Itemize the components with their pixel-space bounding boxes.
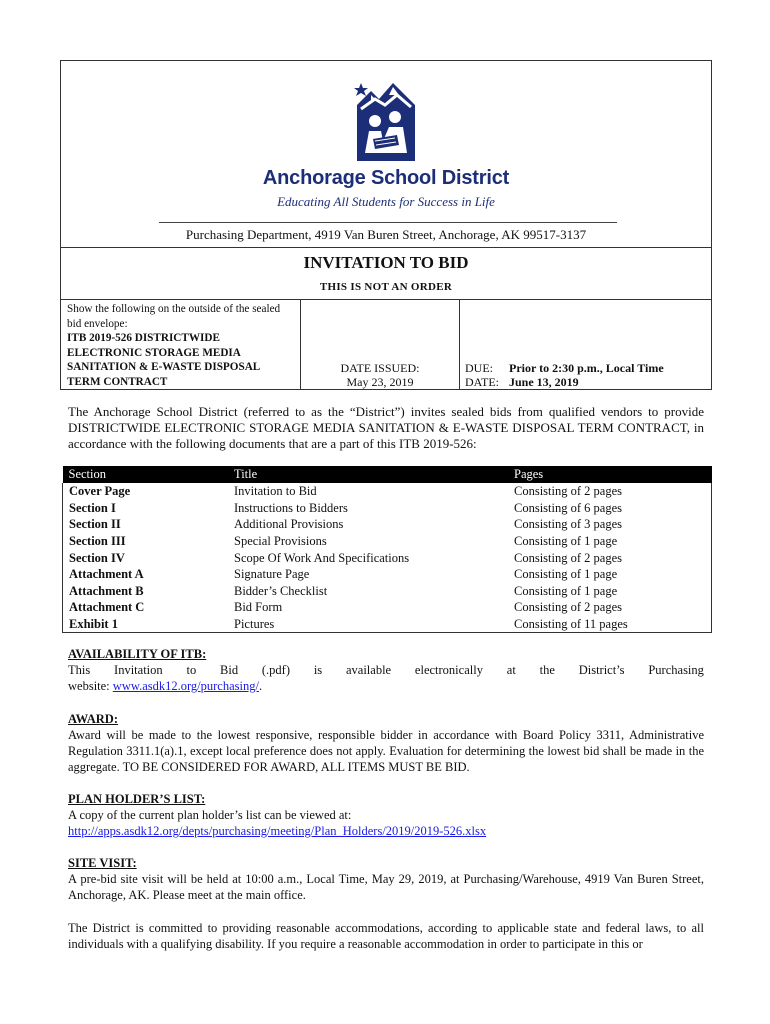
availability-word: Purchasing (648, 663, 704, 677)
purchasing-website-link[interactable]: www.asdk12.org/purchasing/ (112, 679, 259, 693)
website-prefix: website: (68, 679, 113, 693)
document-subtitle: THIS IS NOT AN ORDER (319, 281, 453, 293)
pages-cell: Consisting of 1 page (514, 534, 618, 549)
due-date (465, 361, 664, 389)
table-row (63, 549, 712, 566)
header-box (60, 60, 712, 390)
date-value: June 13, 2019 (509, 375, 579, 389)
section-cell: Cover Page (69, 484, 131, 499)
pages-cell: Consisting of 2 pages (514, 484, 622, 499)
site-visit-heading: SITE VISIT: (68, 856, 137, 870)
address-divider (159, 222, 617, 223)
pages-cell: Consisting of 6 pages (514, 500, 622, 515)
section-cell: Section IV (69, 550, 125, 565)
title-cell: Bid Form (234, 600, 283, 615)
pages-cell: Consisting of 3 pages (514, 517, 622, 532)
column-divider (459, 299, 460, 389)
availability-word: the (539, 663, 555, 677)
availability-text (68, 662, 704, 678)
envelope-instructions (67, 302, 297, 389)
title-cell: Signature Page (234, 567, 310, 582)
table-row (63, 516, 712, 533)
title-cell: Pictures (234, 617, 275, 632)
title-cell: Bidder’s Checklist (234, 583, 328, 598)
availability-word: Bid (220, 663, 239, 677)
table-header-row (63, 466, 712, 483)
table-row (63, 500, 712, 517)
due-value: Prior to 2:30 p.m., Local Time (509, 361, 664, 375)
column-header-section: Section (63, 466, 229, 483)
envelope-instruction-text: Show the following on the outside of the sealed bid envelope: (67, 303, 281, 330)
award-heading: AWARD: (68, 712, 118, 726)
column-header-title: Title (228, 466, 508, 483)
availability-section (68, 646, 704, 694)
pages-cell: Consisting of 1 page (514, 567, 618, 582)
column-header-pages: Pages (508, 466, 712, 483)
availability-word: District’s (578, 663, 625, 677)
section-cell: Attachment B (69, 583, 144, 598)
table-row (63, 483, 712, 500)
table-row (63, 599, 712, 616)
title-cell: Special Provisions (234, 534, 327, 549)
date-issued-value: May 23, 2019 (346, 375, 414, 389)
intro-paragraph: The Anchorage School District (referred to as the “District”) invites sealed bids from qualified vendors to provide DISTRICTWIDE ELECTRONIC STORAGE MEDIA SANITATION & E-WASTE DISPOSAL TERM CONTRACT, in accordance with the following documents that are a part of this ITB 2019-526: (68, 404, 704, 451)
section-cell: Section III (69, 534, 126, 549)
availability-word: This (68, 663, 91, 677)
plan-holders-text: A copy of the current plan holder’s list can be viewed at: (68, 808, 352, 822)
section-cell: Attachment A (69, 567, 144, 582)
title-cell: Instructions to Bidders (234, 500, 348, 515)
title-cell: Additional Provisions (234, 517, 344, 532)
availability-word: available (345, 663, 392, 677)
accommodation-text: The District is committed to providing reasonable accommodations, according to applicable state and federal laws, to all individuals with a qualifying disability. If you require a reasonable accommodation in order to participate in this or (68, 921, 704, 951)
award-section (68, 711, 704, 775)
pages-cell: Consisting of 11 pages (514, 617, 628, 632)
availability-word: is (313, 663, 323, 677)
table-row (63, 583, 712, 600)
pages-cell: Consisting of 2 pages (514, 600, 622, 615)
itb-line: ELECTRONIC STORAGE MEDIA (67, 346, 241, 359)
accommodation-section (68, 920, 704, 952)
itb-line: ITB 2019-526 DISTRICTWIDE (67, 332, 220, 344)
section-cell: Attachment C (69, 600, 145, 615)
itb-line: SANITATION & E-WASTE DISPOSAL (67, 361, 261, 373)
letterhead (61, 61, 711, 247)
table-row (63, 616, 712, 633)
availability-word: (.pdf) (261, 663, 291, 677)
site-visit-section (68, 855, 704, 903)
availability-heading: AVAILABILITY OF ITB: (68, 647, 207, 661)
availability-word: electronically (414, 663, 483, 677)
date-label: DATE: (465, 375, 499, 389)
pages-cell: Consisting of 2 pages (514, 550, 622, 565)
availability-word: Invitation (114, 663, 163, 677)
plan-holders-section (68, 791, 704, 839)
org-address: Purchasing Department, 4919 Van Buren Street, Anchorage, AK 99517-3137 (185, 227, 587, 242)
site-visit-text: A pre-bid site visit will be held at 10:00 a.m., Local Time, May 29, 2019, at Purchasing/Warehouse, 4919 Van Buren Street, Anchorage, AK. Please meet at the main office. (68, 872, 704, 902)
due-label: DUE: (465, 361, 493, 375)
org-tagline: Educating All Students for Success in Life (277, 194, 495, 209)
plan-holders-heading: PLAN HOLDER’S LIST: (68, 792, 206, 806)
sections-table (62, 466, 712, 633)
title-cell: Scope Of Work And Specifications (234, 550, 410, 565)
website-suffix: . (258, 679, 263, 693)
org-name: Anchorage School District (262, 167, 510, 189)
date-issued (301, 361, 459, 389)
school-district-mountain-logo (353, 75, 419, 161)
table-row (63, 566, 712, 583)
pages-cell: Consisting of 1 page (514, 583, 618, 598)
title-cell: Invitation to Bid (234, 484, 317, 499)
date-issued-label: DATE ISSUED: (340, 361, 420, 375)
award-text: Award will be made to the lowest responsive, responsible bidder in accordance with Board Policy 3311, Administrative Regulation 3311.1(a).1, except local preference does not apply. Evaluation for determining the lowest bid shall be made in the aggregate. TO BE CONSIDERED FOR AWARD, ALL ITEMS MUST BE BID. (68, 728, 704, 774)
divider (61, 299, 711, 300)
divider (61, 247, 711, 248)
availability-website (68, 678, 704, 694)
document-title: INVITATION TO BID (303, 253, 469, 272)
itb-line: TERM CONTRACT (67, 375, 168, 388)
table-row (63, 533, 712, 550)
section-cell: Section I (69, 500, 116, 515)
section-cell: Section II (69, 517, 121, 532)
section-cell: Exhibit 1 (69, 617, 118, 632)
plan-holders-link[interactable]: http://apps.asdk12.org/depts/purchasing/meeting/Plan_Holders/2019/2019-526.xlsx (68, 824, 487, 838)
availability-word: to (186, 663, 197, 677)
availability-word: at (506, 663, 516, 677)
